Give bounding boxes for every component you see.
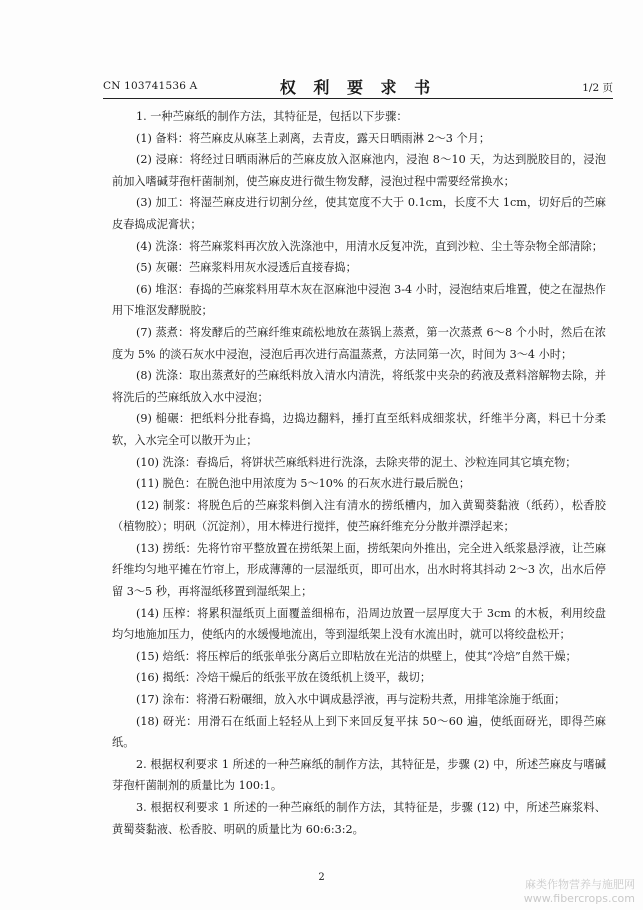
claim-paragraph: 2. 根据权利要求 1 所述的一种苎麻纸的制作方法，其特征是，步骤 (2) 中，所述苎麻皮与嗜碱芽孢杆菌制剂的质量比为 100:1。 [112, 757, 606, 793]
header-divider [103, 98, 613, 99]
claim-paragraph: (18) 砑光：用滑石在纸面上轻轻从上到下来回反复平抹 50～60 遍，使纸面砑光，即得苎麻纸。 [112, 714, 606, 750]
claim-paragraph: (2) 浸麻：将经过日晒雨淋后的苎麻皮放入沤麻池内，浸泡 8～10 天，为达到脱胶目的，浸泡前加入嗜碱芽孢杆菌制剂，使苎麻皮进行微生物发酵，浸泡过程中需要经常换水； [112, 153, 606, 188]
claim-paragraph: (1) 备料：将苎麻皮从麻茎上剥离，去青皮，露天日晒雨淋 2～3 个月； [136, 131, 491, 145]
claim-paragraph: (15) 焙纸：将压榨后的纸张单张分离后立即粘放在光洁的烘壁上，使其“冷焙”自然干燥； [136, 649, 577, 663]
claim-paragraph: (16) 揭纸：冷焙干燥后的纸张平放在烫纸机上烫平，裁切； [136, 671, 432, 685]
document-header [103, 74, 613, 98]
claim-paragraph: (17) 涂布：将滑石粉碾细，放入水中调成悬浮液，再与淀粉共煮，用排笔涂施于纸面； [136, 693, 566, 707]
patent-number: CN 103741536 A [103, 80, 198, 92]
claim-paragraph: (3) 加工：将湿苎麻皮进行切割分丝，使其宽度不大于 0.1cm，长度不大 1cm，切好后的苎麻皮春捣成泥膏状； [112, 196, 606, 231]
claim-paragraph: (5) 灰碾：苎麻浆料用灰水浸透后直接春捣； [136, 261, 357, 275]
claim-paragraph: (7) 蒸煮：将发酵后的苎麻纤维束疏松地放在蒸锅上蒸煮，第一次蒸煮 6～8 个小时，然后在浓度为 5% 的淡石灰水中浸泡，浸泡后再次进行高温蒸煮，方法同第一次，时间为 3～4 小时； [112, 325, 606, 361]
page-title: 权 利 要 求 书 [279, 78, 437, 97]
claim-paragraph: (4) 洗涤：将苎麻浆料再次放入洗涤池中，用清水反复冲洗，直到沙粒、尘土等杂物全部清除； [136, 239, 603, 253]
claim-paragraph: (10) 洗涤：春捣后，将饼状苎麻纸料进行洗涤，去除夹带的泥土、沙粒连同其它填充物； [136, 455, 577, 469]
page-number: 2 [318, 872, 325, 883]
watermark-url: www.fibercrops.com [523, 892, 635, 905]
claim-paragraph: (6) 堆沤：春捣的苎麻浆料用草木灰在沤麻池中浸泡 3-4 小时，浸泡结束后堆置，使之在湿热作用下堆沤发酵脱胶； [112, 282, 606, 318]
claim-paragraph: (8) 洗涤：取出蒸煮好的苎麻纸料放入清水内清洗，将纸浆中夹杂的药液及煮料溶解物去除，并将洗后的苎麻纸放入水中浸泡； [112, 369, 606, 404]
claims-body [112, 106, 606, 840]
watermark [524, 878, 635, 906]
claim-paragraph: 1. 一种苎麻纸的制作方法，其特征是，包括以下步骤： [136, 110, 408, 123]
claim-paragraph: (11) 脱色：在脱色池中用浓度为 5～10% 的石灰水进行最后脱色； [136, 477, 471, 491]
claim-paragraph: 3. 根据权利要求 1 所述的一种苎麻纸的制作方法，其特征是，步骤 (12) 中，所述苎麻浆料、黄蜀葵黏液、松香胶、明矾的质量比为 60:6:3:2。 [112, 801, 606, 836]
claim-paragraph: (13) 捞纸：先将竹帘平整放置在捞纸架上面，捞纸架向外推出，完全进入纸浆悬浮液，让苎麻纤维均匀地平摊在竹帘上，形成薄薄的一层湿纸页，即可出水，出水时将其抖动 2～3 次，出水后停留 3～5 秒，再将湿纸移置到湿纸架上； [112, 541, 606, 599]
claim-paragraph: (12) 制浆：将脱色后的苎麻浆料倒入注有清水的捞纸槽内，加入黄蜀葵黏液（纸药），松香胶（植物胶）；明矾（沉淀剂），用木棒进行搅拌，使苎麻纤维充分分散并漂浮起来； [112, 498, 606, 534]
claim-paragraph: (9) 槌碾：把纸料分批春捣，边捣边翻料，捶打直至纸料成细浆状，纤维半分离，料已十分柔软，入水完全可以散开为止； [112, 412, 606, 447]
watermark-site-name: 麻类作物营养与施肥网 [525, 878, 635, 891]
page-indicator: 1/2 页 [582, 82, 613, 94]
claim-paragraph: (14) 压榨：将累积湿纸页上面覆盖细棉布，沿周边放置一层厚度大于 3cm 的木板，利用绞盘均匀地施加压力，使纸内的水缓慢地流出，等到湿纸架上没有水流出时，就可以将绞盘松开； [112, 606, 606, 642]
